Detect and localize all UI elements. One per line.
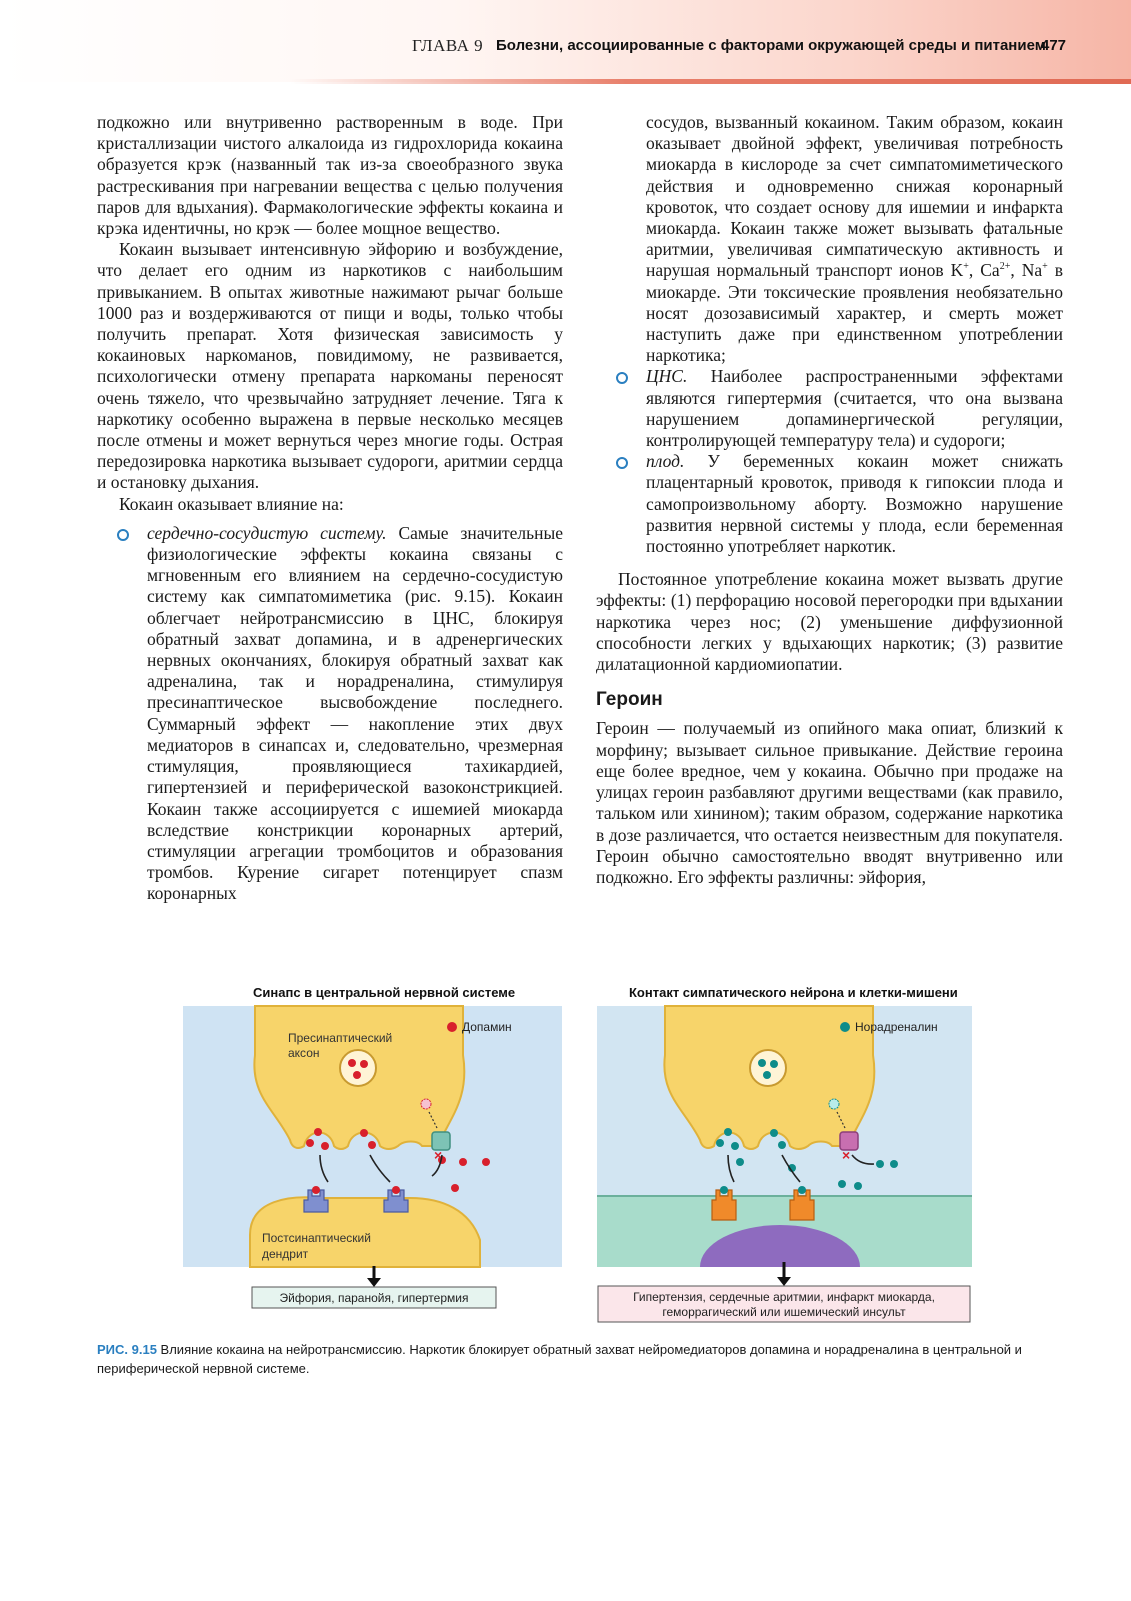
ion-na: Na	[1021, 260, 1043, 281]
noradrenaline-molecule	[876, 1160, 884, 1168]
separator: ,	[1010, 260, 1022, 281]
dopamine-molecule	[348, 1059, 356, 1067]
dopamine-molecule	[321, 1142, 329, 1150]
noradrenaline-molecule	[724, 1128, 732, 1136]
ion-na-charge: +	[1042, 261, 1048, 273]
continued-text: сосудов, вызванный кокаином. Таким образом, кокаин оказывает двойной эффект, увеличивая потребность миокарда в кислороде за счет симпатомиметического действия и одновременно снижая коронарный кровоток, что создает основу для ишемии и инфаркта миокарда. Кокаин также может вызывать фатальные аритмии, увеличивая симпатическую активность и нарушая нормальный транспорт ионов	[646, 112, 1063, 281]
figure-caption	[97, 1340, 1063, 1378]
postsynaptic-label: дендрит	[262, 1247, 309, 1261]
dopamine-molecule	[314, 1128, 322, 1136]
paragraph: Постоянное употребление кокаина может вызвать другие эффекты: (1) перфорацию носовой перегородки при вдыхании наркотика через нос; (2) уменьшение диффузионной способности легких у вдыхающих наркотик; (3) развитие дилатационной кардиомиопатии.	[596, 569, 1063, 675]
right-result-text: геморрагический или ишемический инсульт	[662, 1305, 906, 1319]
bullet-icon	[117, 529, 129, 541]
block-x-icon: ×	[434, 1147, 443, 1163]
postsynaptic-label: Постсинаптический	[262, 1231, 371, 1245]
ion-k-charge: +	[963, 261, 969, 273]
presynaptic-label: аксон	[288, 1046, 320, 1060]
section-heading: Героин	[596, 689, 663, 711]
dopamine-molecule	[360, 1129, 368, 1137]
caption-text: Влияние кокаина на нейротрансмиссию. Наркотик блокирует обратный захват нейромедиаторов допамина и норадреналина в центральной и периферической нервной системе.	[97, 1342, 1022, 1376]
noradrenaline-molecule	[720, 1186, 728, 1194]
chapter-title: Болезни, ассоциированные с факторами окружающей среды и питанием	[496, 37, 1046, 54]
bullet-continuation	[596, 112, 1063, 366]
bullet-text: Самые значительные физиологические эффекты кокаина связаны с мгновенным его влиянием на сердечно-сосудистую систему как симпатомиметика (рис. 9.15). Кокаин облегчает нейротрансмиссию в ЦНС, блокируя обратный захват допамина, и в адренергических нервных окончаниях, блокируя обратный захват как адреналина, так и норадреналина, стимулируя пресинаптическое высвобождение последнего. Суммарный эффект — накопление этих двух медиаторов в синапсах и, следовательно, чрезмерная стимуляция, проявляющиеся тахикардией, гипертензией и периферической вазоконстрикцией. Кокаин также ассоциируется с ишемией миокарда вследствие констрикции коронарных артерий, стимуляции агрегации тромбоцитов и образования тромбов. Курение сигарет потенцирует спазм коронарных	[147, 522, 563, 904]
paragraph: Героин — получаемый из опийного мака опиат, близкий к морфину; вызывает сильное привыкание. Действие героина еще более вредное, чем у кокаина. Обычно при продаже на улицах героин разбавляют другими веществами (как правило, тальком или хинином); таким образом, содержание наркотика в дозе различается, что остается неизвестным для покупателя. Героин обычно самостоятельно вводят внутривенно или подкожно. Его эффекты различны: эйфория,	[596, 718, 1063, 887]
bullet-icon	[616, 457, 628, 469]
right-column	[596, 112, 1063, 888]
dopamine-molecule	[459, 1158, 467, 1166]
noradrenaline-molecule	[736, 1158, 744, 1166]
noradrenaline-molecule	[716, 1139, 724, 1147]
noradrenaline-molecule	[770, 1129, 778, 1137]
effect-arrowhead	[367, 1278, 381, 1287]
chapter-label: ГЛАВА 9	[412, 36, 484, 55]
paragraph: подкожно или внутривенно растворенным в воде. При кристаллизации чистого алкалоида из гидрохлорида кокаина образуется крэк (названный так из-за своеобразного звука растрескивания при нагревании вещества с целью получения паров для вдыхания). Фармакологические эффекты кокаина и крэка идентичны, но крэк — более мощное вещество.	[97, 112, 563, 239]
dopamine-molecule	[360, 1060, 368, 1068]
dopamine-molecule	[451, 1184, 459, 1192]
noradrenaline-molecule	[758, 1059, 766, 1067]
noradrenaline-molecule	[731, 1142, 739, 1150]
figure-9-15	[180, 1000, 980, 1330]
left-panel	[183, 1006, 562, 1308]
left-result-text: Эйфория, паранойя, гипертермия	[279, 1291, 469, 1305]
vesicle	[750, 1050, 786, 1086]
figure-right-title: Контакт симпатического нейрона и клетки-мишени	[629, 985, 958, 1000]
bullet-item-fetus	[596, 451, 1063, 557]
dopamine-molecule	[306, 1139, 314, 1147]
presynaptic-label: Пресинаптический	[288, 1031, 393, 1045]
dopamine-molecule	[312, 1186, 320, 1194]
legend-dopamine-icon	[447, 1022, 457, 1032]
right-panel	[597, 1006, 972, 1327]
legend-dopamine-label: Допамин	[462, 1020, 512, 1034]
bullet-term: сердечно-сосудистую систему.	[147, 522, 387, 543]
figure-left-title: Синапс в центральной нервной системе	[253, 985, 516, 1000]
dopamine-molecule	[392, 1186, 400, 1194]
legend-noradrenaline-label: Норадреналин	[855, 1020, 938, 1034]
page-number: 477	[1041, 37, 1067, 54]
ion-ca-charge: 2+	[999, 261, 1011, 273]
noradrenaline-molecule	[778, 1141, 786, 1149]
dopamine-molecule	[368, 1141, 376, 1149]
blocked-noradrenaline	[829, 1099, 839, 1109]
bullet-item-cardio	[97, 523, 563, 905]
vesicle	[340, 1050, 376, 1086]
figure-number: РИС. 9.15	[97, 1342, 157, 1357]
bullet-term: плод.	[646, 451, 685, 472]
continued-text: в миокарде. Эти токсические проявления необязательно носят дозозависимый характер, и смерть может наступить даже при единственном употреблении наркотика;	[646, 260, 1063, 366]
legend-noradrenaline-icon	[840, 1022, 850, 1032]
paragraph: Кокаин вызывает интенсивную эйфорию и возбуждение, что делает его одним из наркотиков с наибольшим привыканием. В опытах животные нажимают рычаг больше 1000 раз и воздерживаются от пищи и воды, только чтобы получить препарат. Хотя физическая зависимость у кокаиновых наркоманов, повидимому, не развивается, психологически отмену препарата наркоманы переносят очень тяжело, что чрезвычайно затрудняет лечение. Тяга к наркотику особенно выражена в первые несколько месяцев после отмены и может вернуться через многие годы. Острая передозировка наркотика вызывает судороги, аритмии сердца и остановку дыхания.	[97, 239, 563, 493]
dopamine-molecule	[353, 1071, 361, 1079]
bullet-text: Наиболее распространенными эффектами являются гипертермия (считается, что она вызвана нарушением допаминергической регуляции, контролирующей температуру тела) и судороги;	[646, 366, 1063, 451]
paragraph: Кокаин оказывает влияние на:	[119, 493, 344, 514]
separator: ,	[968, 260, 981, 281]
bullet-item-cns	[596, 366, 1063, 451]
right-result-text: Гипертензия, сердечные аритмии, инфаркт миокарда,	[633, 1290, 935, 1304]
noradrenaline-molecule	[854, 1182, 862, 1190]
noradrenaline-molecule	[798, 1186, 806, 1194]
bullet-text: У беременных кокаин может снижать плацентарный кровоток, приводя к гипоксии плода и самопроизвольному аборту. Возможно нарушение развития нервной системы у плода, если беременная постоянно употребляет наркотик.	[646, 451, 1063, 557]
ion-k: K	[950, 260, 964, 281]
bullet-term: ЦНС.	[646, 366, 688, 387]
noradrenaline-molecule	[838, 1180, 846, 1188]
noradrenaline-molecule	[763, 1071, 771, 1079]
ion-ca: Ca	[980, 260, 1000, 281]
left-column	[97, 112, 563, 905]
dopamine-molecule	[482, 1158, 490, 1166]
header-rule	[290, 79, 1131, 84]
blocked-dopamine	[421, 1099, 431, 1109]
block-x-icon: ×	[842, 1147, 851, 1163]
bullet-icon	[616, 372, 628, 384]
noradrenaline-molecule	[770, 1060, 778, 1068]
noradrenaline-molecule	[890, 1160, 898, 1168]
